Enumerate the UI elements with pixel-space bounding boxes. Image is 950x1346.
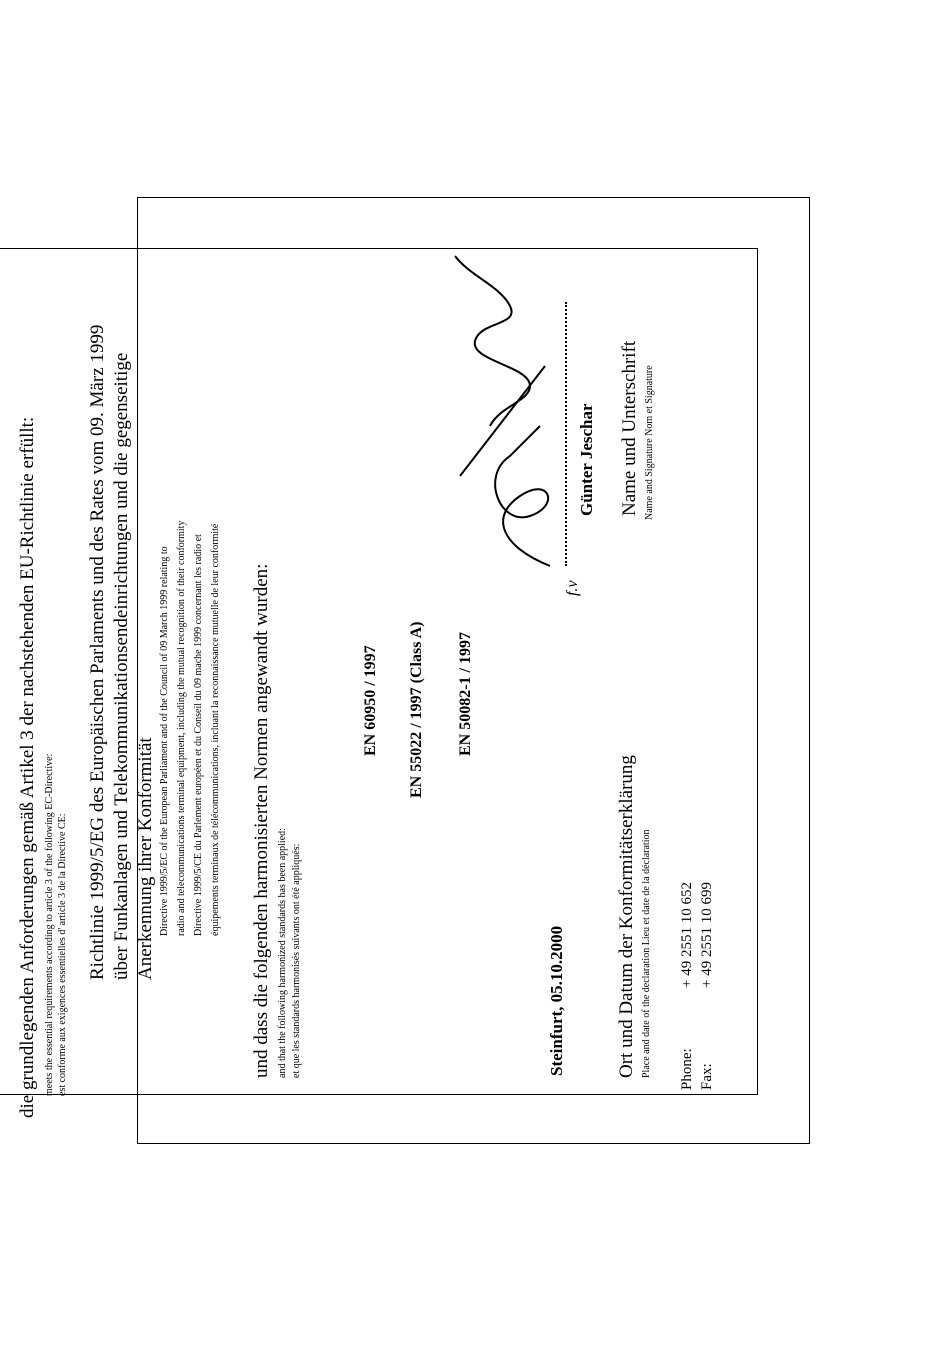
phone-value: + 49 2551 10 652	[679, 882, 695, 988]
directive-title-line1: Richtlinie 1999/5/EG des Europäischen Parlaments und des Rates vom 09. März 1999	[87, 324, 108, 980]
place-date-value: Steinfurt, 05.10.2000	[547, 925, 566, 1076]
standards-intro-de: und dass die folgenden harmonisierten Normen angewandt wurden:	[251, 563, 272, 1078]
intro-de: die grundlegenden Anforderungen gemäß Artikel 3 der nachstehenden EU-Richtlinie erfüllt:	[17, 416, 38, 1118]
directive-fr-line1: Directive 1999/5/CE du Parlement européen et du Conseil du 09 mache 1999 concernant les radio et	[193, 534, 204, 936]
signatory-name: Günter Jeschar	[577, 403, 596, 516]
fax-value: + 49 2551 10 699	[699, 882, 715, 988]
signature-prefix: f.v	[564, 580, 581, 596]
standards-intro-en: and that the following harmonized standards has been applied:	[277, 828, 288, 1078]
fax-label: Fax:	[699, 1063, 715, 1090]
signature-label-de: Name und Unterschrift	[619, 340, 640, 516]
place-date-label-en-fr: Place and date of the declaration Lieu et date de la déclaration	[641, 829, 652, 1078]
directive-en-line1: Directive 1999/5/EC of the European Parliament and of the Council of 09 March 1999 relating to	[159, 546, 170, 936]
standards-intro-fr: et que les standards harmonisés suivants ont été appliqués:	[291, 843, 302, 1078]
standard-item: EN 60950 / 1997	[362, 645, 379, 756]
signature-label-en-fr: Name and Signature Nom et Signature	[644, 365, 655, 520]
directive-en-line2: radio and telecommunications terminal equipment, including the mutual recognition of their conformity	[176, 520, 187, 936]
handwritten-signature	[430, 246, 570, 576]
directive-fr-line2: équipements terminaux de télécommunications, incluant la reconnaissance mutuelle de leur conformité	[210, 523, 221, 936]
directive-title-line3: Anerkennung ihrer Konformität	[135, 737, 156, 980]
phone-label: Phone:	[679, 1048, 695, 1090]
standard-item: EN 55022 / 1997 (Class A)	[408, 621, 425, 798]
intro-fr: est conforme aux exigences essentielles d' article 3 de la Directive CE:	[57, 813, 68, 1096]
place-date-label-de: Ort und Datum der Konformitätserklärung	[616, 755, 637, 1078]
directive-title-line2: über Funkanlagen und Telekommunikationsendeinrichtungen und die gegenseitige	[111, 352, 132, 980]
standard-item: EN 50082-1 / 1997	[457, 632, 474, 756]
intro-en: meets the essential requirements according to article 3 of the following EC-Directive:	[44, 753, 55, 1096]
